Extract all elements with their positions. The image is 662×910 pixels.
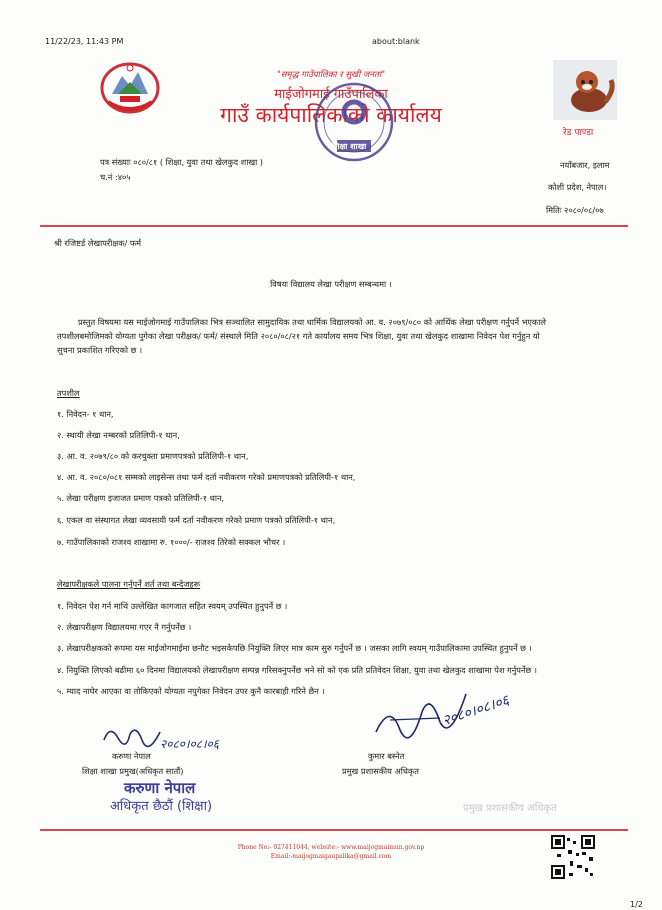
dispatch-number: च.नं :४०५: [100, 172, 131, 182]
left-signatory-name: करुणा नेपाल: [112, 751, 151, 761]
print-url: about:blank: [372, 37, 420, 46]
left-stamp-title: अधिकृत छैठौं (शिक्षा): [110, 799, 213, 814]
footer-email: Email:-maijogmaigaupalika@gmail.com: [270, 853, 392, 860]
print-datetime: 11/22/23, 11:43 PM: [45, 37, 124, 46]
slogan: "समृद्ध गाउँपालिका र सुखी जनता": [276, 70, 386, 80]
conditions-heading: लेखापरीक्षकले पालना गर्नुपर्ने शर्त तथा बन्देजहरू: [57, 579, 201, 589]
left-stamp-name: करुणा नेपाल: [124, 779, 196, 797]
body-line-2: तपशीलबमोजिमको योग्यता पुगेका लेखा परीक्षक/ फर्म/ संस्थाले मिति २०८०/०८/२१ गते कार्यालय समय भित्र शिक्षा, युवा तथा खेलकुद शाखामा निवेदन पेश गर्नुहुन यो: [57, 331, 540, 341]
recipient: श्री रजिष्टर्ड लेखापरीक्षक/ फर्म: [54, 238, 142, 248]
faded-stamp: प्रमुख प्रशासकीय अधिकृत: [463, 803, 557, 814]
right-handwritten-date: २०८०।०८।०६: [440, 692, 512, 730]
office-name: गाउँ कार्यपालिकाको कार्यालय: [220, 103, 442, 127]
body-line-1: प्रस्तुत विषयमा यस माईजोगमाई गाउँपालिका भित्र सञ्चालित सामुदायिक तथा धार्मिक विद्यालयको आ. व. २०७९/०८० को आर्थिक लेखा परीक्षण गर्नुपर्ने भएकाले: [78, 317, 546, 327]
stamp-text: शिक्षा शाखा: [332, 142, 367, 151]
details-heading: तपशील: [57, 388, 80, 398]
office-stamp: [313, 80, 395, 166]
condition-item: २. लेखापरीक्षण विद्यालयमा गएर नै गर्नुपर्नेछ ।: [57, 622, 192, 632]
condition-item: ३. लेखापरीक्षकको रूपमा यस माईजोगमाईमा छनौट भइसकेपछि नियुक्ति लिएर मात्र काम सुरु गर्नुपर्ने छ । जसका लागि स्वयम् गाउँपालिकामा उपस्थित हुनुपर्ने छ ।: [57, 643, 532, 653]
qr-code-icon: [551, 835, 595, 879]
page-number: 1/2: [630, 900, 643, 909]
body-line-3: सुचना प्रकाशित गरिएको छ ।: [57, 345, 143, 355]
condition-item: ५. म्याद नाघेर आएका वा तोकिएको योग्यता नपुगेका निवेदन उपर कुनै कारबाही गरिने छैन ।: [57, 686, 325, 696]
letter-date: मितिः २०८०/०८/०७: [546, 205, 604, 215]
footer-rule: [40, 829, 628, 831]
right-signatory-title: प्रमुख प्रशासकीय अधिकृत: [342, 766, 419, 776]
left-signatory-title: शिक्षा शाखा प्रमुख(अधिकृत सातौं): [82, 766, 184, 776]
subject: विषयः विद्यालय लेखा परीक्षण सम्बन्धमा ।: [270, 279, 392, 289]
address-line-2: कोशी प्रदेश, नेपाल।: [548, 182, 607, 192]
header-rule: [40, 225, 628, 227]
left-handwritten-date: २०८०।०८।०६: [160, 737, 220, 751]
condition-item: ४. नियुक्ति लिएको बढीमा ६० दिनमा विद्यालयको लेखापरीक्षण सम्पन्न गरिसक्नुपर्नेछ भने सो को एक प्रति प्रतिवेदन शिक्षा, युवा तथा खेलकुद शाखामा पेश गर्नुपर्नेछ ।: [57, 665, 537, 675]
address-line-1: नयाँबजार, इलाम: [560, 160, 610, 170]
details-item: २. स्थायी लेखा नम्बरको प्रतिलिपी-१ थान,: [57, 430, 180, 440]
municipality-name: माईजोगमाई गाउँपालिका: [274, 87, 388, 102]
details-item: ४. आ. व. २०८०/०८१ सम्मको लाइसेन्स तथा फर्म दर्ता नवीकरण गरेको प्रमाणपत्रको प्रतिलिपी-१ थान,: [57, 472, 356, 482]
condition-item: १. निवेदन पेश गर्न माथि उल्लेखित कागजात सहित स्वयम् उपस्थित हुनुपर्ने छ ।: [57, 601, 288, 611]
details-item: ५. लेखा परीक्षण इजाजत प्रमाण पत्रको प्रतिलिपी-१ थान,: [57, 493, 225, 503]
details-item: ७. गाउँपालिकाको राजश्व शाखामा रु. १०००/- राजश्व तिरेको सक्कल भौचर ।: [57, 537, 286, 547]
footer-contact: Phone No:- 027411044, website:- www.maijogmaimun.gov.np: [237, 844, 425, 851]
reference-number: पत्र संख्याः ०८०/८१ ( शिक्षा, युवा तथा खेलकुद शाखा ): [100, 157, 263, 167]
right-signatory-name: कुमार बस्नेत: [368, 751, 405, 761]
details-item: ६. एकल वा संस्थागत लेखा व्यवसायी फर्म दर्ता नवीकरण गरेको प्रमाण पत्रको प्रतिलिपी-१ थान,: [57, 515, 336, 525]
details-item: ३. आ. व. २०७९/८० को करचुक्ता प्रमाणपत्रको प्रतिलिपी-१ थान,: [57, 451, 249, 461]
details-item: १. निवेदन- १ थान,: [57, 409, 114, 419]
logo-caption: रेड पाण्डा: [563, 128, 594, 138]
